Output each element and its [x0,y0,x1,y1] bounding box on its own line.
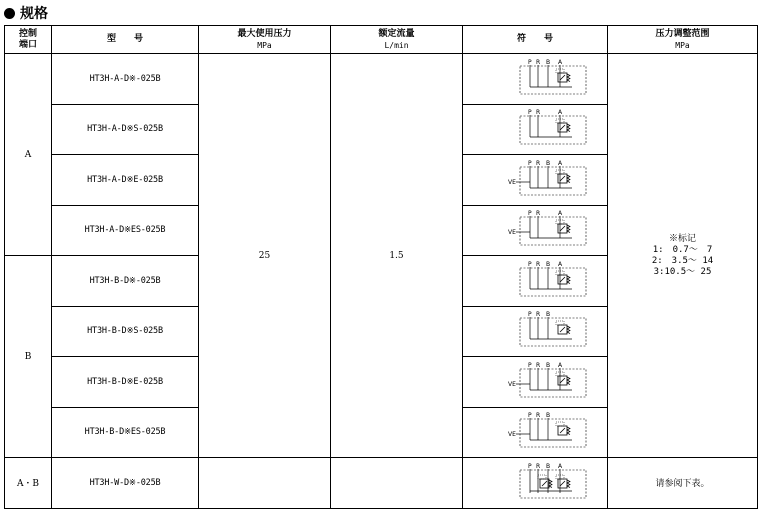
hydraulic-symbol-icon [480,160,590,200]
range-line-3: 3:10.5～ 25 [653,266,712,277]
col-header-max-pressure-title: 最大使用压力 [237,28,292,39]
model-cell: HT3H-B-D※E-025B [52,357,199,408]
valve-spring [567,377,570,385]
port-label-p: P [528,109,532,117]
port-cell-ab: A・B [5,458,52,509]
port-label-r: R [536,159,541,167]
port-label-a: A [558,159,563,167]
table-row [5,458,758,509]
port-label-b: B [546,159,551,167]
port-label-r: R [536,361,541,369]
valve-arrow [560,226,565,231]
hydraulic-symbol-icon [480,261,590,301]
model-cell: HT3H-A-D※E-025B [52,155,199,206]
port-label-p: P [528,361,532,369]
port-label-r: R [536,109,541,117]
valve-right-arrow [560,481,565,486]
port-label-b: B [546,462,551,470]
section-heading [4,3,48,23]
port-cell-b: B [5,256,52,458]
port-label-a: A [558,260,563,268]
hydraulic-symbol-icon [480,362,590,402]
model-cell: HT3H-B-D※S-025B [52,306,199,357]
port-label-a: A [558,462,563,470]
header-row [5,26,758,54]
port-label-a: A [558,361,563,369]
symbol-cell [463,357,608,408]
port-label-r: R [536,311,541,319]
col-header-rated-flow [331,26,463,54]
hydraulic-symbol-icon [480,311,590,351]
valve-arrow [560,75,565,80]
model-cell: HT3H-A-D※S-025B [52,104,199,155]
model-cell: HT3H-W-D※-025B [52,458,199,509]
port-label-p: P [528,260,532,268]
pressure-range-cell [608,54,758,458]
port-label-p: P [528,412,532,420]
port-label-b: B [546,311,551,319]
section-title: 规格 [20,6,48,22]
port-label-p: P [528,210,532,218]
port-label-r: R [536,462,541,470]
ve-label: VE [508,178,516,186]
valve-right-spring [567,480,570,488]
col-header-port-line1: 控制 [18,28,37,39]
rated-flow-cell: 1.5 [331,54,463,458]
valve-pilot [556,321,564,325]
model-cell: HT3H-A-D※ES-025B [52,205,199,256]
col-header-rated-flow-title: 额定流量 [378,28,415,39]
range-line-1: 1: 0.7～ 7 [652,244,713,255]
bullet-icon [4,8,15,19]
pressure-range-note: 请参阅下表。 [608,458,758,509]
valve-arrow [560,428,565,433]
symbol-cell [463,458,608,509]
col-header-port [5,26,52,54]
valve-spring [567,276,570,284]
valve-spring [567,427,570,435]
symbol-cell [463,104,608,155]
valve-arrow [560,125,565,130]
port-label-p: P [528,462,532,470]
col-header-range [608,26,758,54]
hydraulic-symbol-icon [480,59,590,99]
port-label-r: R [536,58,541,66]
symbol-cell [463,205,608,256]
port-label-a: A [558,109,563,117]
range-line-2: 2: 3.5～ 14 [651,255,714,266]
spec-table [4,25,758,509]
port-label-r: R [536,210,541,218]
table-row [5,54,758,105]
port-label-b: B [546,58,551,66]
col-header-max-pressure-unit: MPa [257,40,272,50]
hydraulic-symbol-icon [480,210,590,250]
port-label-a: A [558,58,563,66]
port-label-b: B [546,412,551,420]
port-cell-a: A [5,54,52,256]
max-pressure-cell: 25 [199,54,331,458]
port-label-p: P [528,58,532,66]
symbol-cell [463,407,608,458]
valve-left-pilot [538,475,546,479]
valve-left-spring [549,480,552,488]
valve-pilot [556,422,564,426]
col-header-rated-flow-unit: L/min [384,40,409,50]
symbol-cell [463,256,608,307]
valve-spring [567,74,570,82]
max-pressure-cell-empty [199,458,331,509]
valve-spring [567,326,570,334]
valve-spring [567,225,570,233]
model-cell: HT3H-A-D※-025B [52,54,199,105]
valve-arrow [560,378,565,383]
col-header-model: 型 号 [52,26,199,54]
ve-label: VE [508,380,516,388]
valve-arrow [560,327,565,332]
port-label-p: P [528,159,532,167]
valve-spring [567,175,570,183]
model-cell: HT3H-B-D※-025B [52,256,199,307]
hydraulic-symbol-icon [480,463,590,503]
ve-label: VE [508,431,516,439]
symbol-cell [463,54,608,105]
port-label-p: P [528,311,532,319]
port-label-a: A [558,210,563,218]
valve-arrow [560,277,565,282]
port-label-b: B [546,260,551,268]
port-label-r: R [536,412,541,420]
hydraulic-symbol-icon [480,109,590,149]
range-title: ※标记 [668,233,696,244]
valve-spring [567,124,570,132]
port-label-r: R [536,260,541,268]
col-header-max-pressure [199,26,331,54]
valve-left-arrow [542,481,547,486]
symbol-cell [463,155,608,206]
valve-arrow [560,176,565,181]
hydraulic-symbol-icon [480,412,590,452]
symbol-cell [463,306,608,357]
ve-label: VE [508,229,516,237]
col-header-range-title: 压力调整范围 [655,28,710,39]
port-label-b: B [546,361,551,369]
col-header-range-unit: MPa [675,40,690,50]
col-header-port-line2: 端口 [18,39,37,50]
col-header-symbol: 符 号 [463,26,608,54]
rated-flow-cell-empty [331,458,463,509]
model-cell: HT3H-B-D※ES-025B [52,407,199,458]
